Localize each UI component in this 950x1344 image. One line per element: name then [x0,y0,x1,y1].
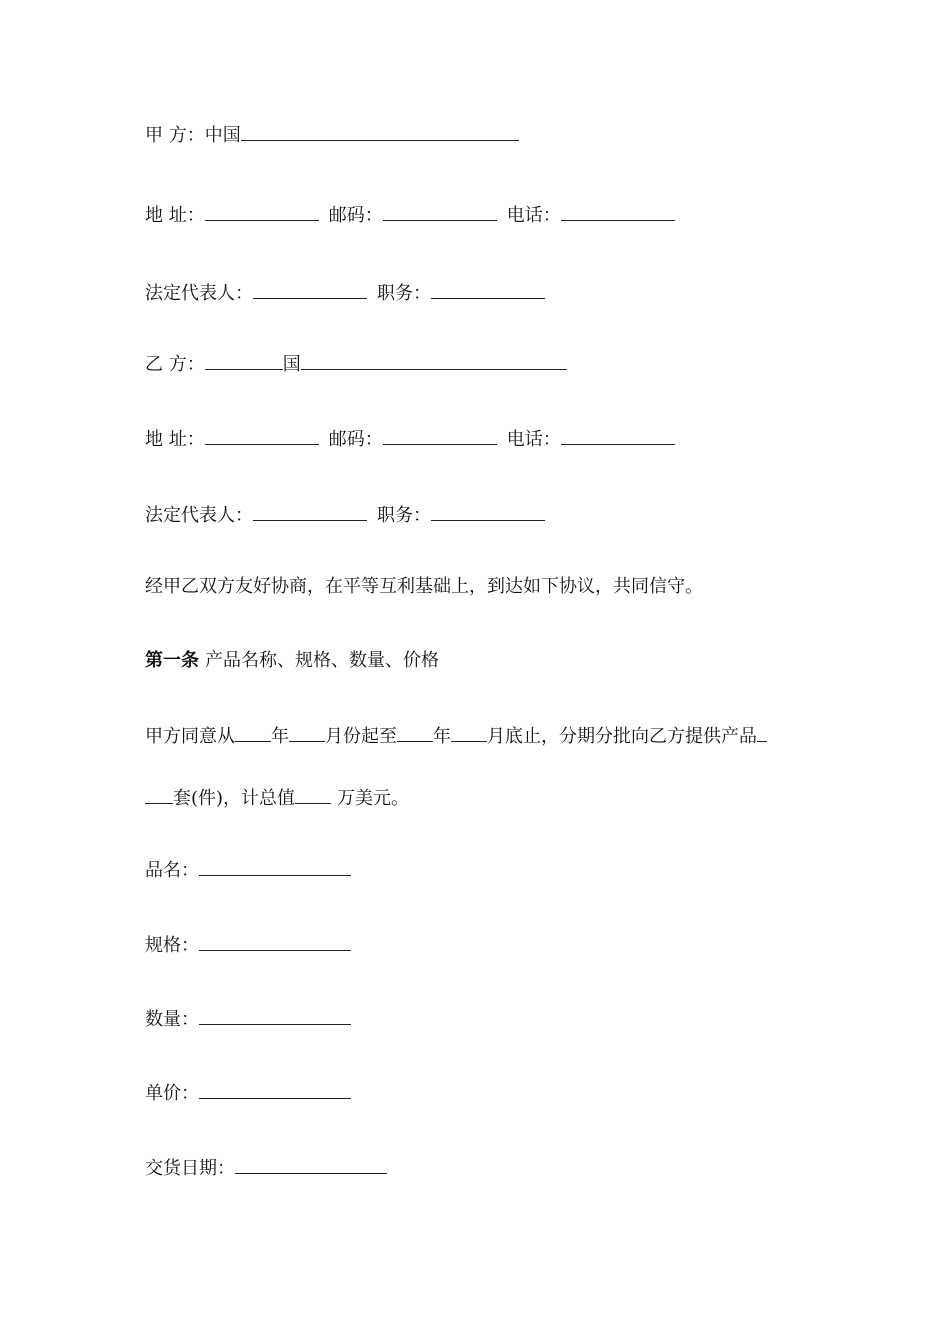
delivery-date-label: 交货日期： [145,1158,235,1179]
party-b-name-blank[interactable] [301,351,567,370]
quantity-label: 数量： [145,1009,199,1030]
specification-blank[interactable] [199,932,351,951]
address-blank[interactable] [205,202,319,221]
delivery-date-blank[interactable] [235,1155,387,1174]
delivery-date-line [145,1155,387,1181]
rep-blank[interactable] [253,502,367,521]
supply-text: 甲方同意从 [145,726,235,747]
postcode-blank[interactable] [383,202,497,221]
party-b-line [145,351,567,377]
unit-price-line [145,1080,351,1106]
party-a-rep-line [145,280,545,306]
rep-label: 法定代表人： [145,283,253,304]
usd-text: 万美元。 [337,788,410,809]
title-blank[interactable] [431,280,545,299]
article1-heading [145,649,439,673]
party-b-rep-line [145,502,545,528]
supply-clause-line2 [145,785,409,811]
start-month-blank[interactable] [289,723,325,742]
postcode-blank[interactable] [383,426,497,445]
product-name-blank[interactable] [199,857,351,876]
postcode-label: 邮码： [328,429,383,450]
address-label: 地 址： [145,429,205,450]
title-label: 职务： [377,283,431,304]
party-b-country-suffix: 国 [282,354,301,375]
month-text: 月份起至 [325,726,397,747]
phone-label: 电话： [506,429,561,450]
quantity-line [145,1006,351,1032]
address-label: 地 址： [145,205,205,226]
product-name-line [145,857,351,883]
title-label: 职务： [377,505,431,526]
title-blank[interactable] [431,502,545,521]
year-text: 年 [271,726,289,747]
party-a-label: 甲 方： [145,125,205,146]
supply-clause-line1 [145,723,767,749]
party-a-line [145,122,519,148]
party-a-contact-line [145,202,675,228]
end-month-blank[interactable] [451,723,487,742]
specification-label: 规格： [145,935,199,956]
sets-text: 套(件)，计总值 [173,788,296,809]
year-text: 年 [433,726,451,747]
quantity-blank[interactable] [199,1006,351,1025]
phone-blank[interactable] [561,426,675,445]
preamble: 经甲乙双方友好协商，在平等互利基础上，到达如下协议，共同信守。 [145,576,703,597]
specification-line [145,932,351,958]
product-name-label: 品名： [145,860,199,881]
rep-blank[interactable] [253,280,367,299]
phone-label: 电话： [506,205,561,226]
total-value-blank[interactable] [295,785,331,804]
unit-price-blank[interactable] [199,1080,351,1099]
article1-title: 产品名称、规格、数量、价格 [205,650,439,671]
unit-price-label: 单价： [145,1083,199,1104]
month-text: 月底止，分期分批向乙方提供产品 [487,726,757,747]
postcode-label: 邮码： [328,205,383,226]
rep-label: 法定代表人： [145,505,253,526]
party-b-contact-line [145,426,675,452]
end-year-blank[interactable] [397,723,433,742]
product-blank[interactable] [757,723,767,742]
start-year-blank[interactable] [235,723,271,742]
product-count-blank[interactable] [145,785,173,804]
party-b-country-blank[interactable] [205,351,283,370]
party-a-value: 中国 [204,125,241,146]
phone-blank[interactable] [561,202,675,221]
article1-number: 第一条 [145,650,199,671]
party-a-blank[interactable] [241,122,519,141]
address-blank[interactable] [205,426,319,445]
party-b-label: 乙 方： [145,354,205,375]
